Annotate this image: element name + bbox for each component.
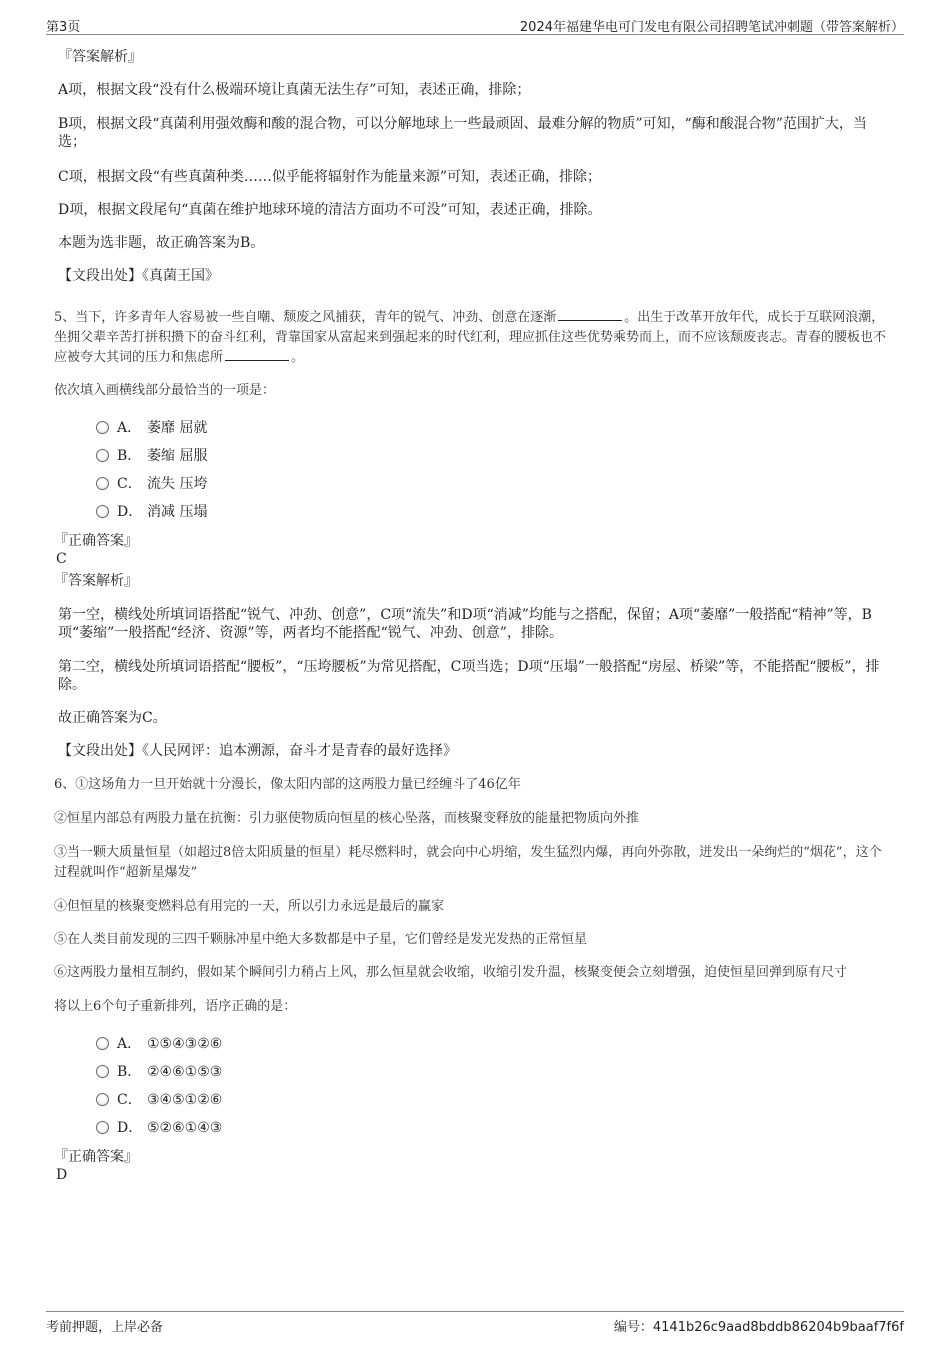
- q5-source: 【文段出处】《人民网评：追本溯源，奋斗才是青春的最好选择》: [58, 743, 457, 759]
- q5-analysis-label: 『答案解析』: [54, 573, 138, 589]
- q6-option-d[interactable]: D． ⑤②⑥①④③: [96, 1117, 222, 1137]
- q6-option-c[interactable]: C． ③④⑤①②⑥: [96, 1089, 222, 1109]
- prev-analysis-a: A项，根据文段“没有什么极端环境让真菌无法生存”可知，表述正确，排除；: [58, 82, 531, 98]
- q5-analysis-1: 第一空，横线处所填词语搭配“锐气、冲劲、创意”，C项“流失”和D项“消减”均能与之搭配，保留；A项“萎靡”一般搭配“精神”等，B项“萎缩”一般搭配“经济、资源”等，两者均不能搭配“锐气、冲劲、创意”，排除。: [58, 607, 872, 641]
- q6-sentence-4: ④但恒星的核聚变燃料总有用完的一天，所以引力永远是最后的赢家: [54, 899, 445, 914]
- q6-option-a[interactable]: A． ①⑤④③②⑥: [96, 1033, 222, 1053]
- radio-icon[interactable]: [96, 421, 109, 434]
- q5-option-a[interactable]: A． 萎靡 屈就: [96, 417, 207, 437]
- radio-icon[interactable]: [96, 1093, 109, 1106]
- prev-source: 【文段出处】《真菌王国》: [58, 268, 219, 284]
- q5-option-b[interactable]: B． 萎缩 屈服: [96, 445, 207, 465]
- prev-analysis-label: 『答案解析』: [58, 49, 142, 65]
- prev-analysis-c: C项，根据文段“有些真菌种类……似乎能将辐射作为能量来源”可知，表述正确，排除；: [58, 169, 602, 185]
- q6-answer-label: 『正确答案』: [54, 1149, 138, 1165]
- prev-analysis-b: B项，根据文段“真菌利用强效酶和酸的混合物，可以分解地球上一些最顽固、最难分解的物质”可知，“酶和酸混合物”范围扩大，当选；: [58, 116, 867, 150]
- radio-icon[interactable]: [96, 449, 109, 462]
- q5-option-d[interactable]: D． 消减 压塌: [96, 501, 207, 521]
- radio-icon[interactable]: [96, 1065, 109, 1078]
- q5-stem: 5、当下，许多青年人容易被一些自嘲、颓废之风捕获，青年的锐气、冲劲、创意在逐渐 。出生于改革开放年代，成长于互联网浪潮，坐拥父辈辛苦打拼积攒下的奋斗红利，背靠国家从富起来到强起来的时代红利，理应抓住这些优势乘势而上，而不应该颓废丧志。青春的腰板也不应被夸大其词的压力和焦虑所 。: [54, 310, 887, 365]
- q5-option-c[interactable]: C． 流失 压垮: [96, 473, 207, 493]
- prev-analysis-d: D项，根据文段尾句“真菌在维护地球环境的清洁方面功不可没”可知，表述正确，排除。: [58, 202, 602, 218]
- footer-slogan: 考前押题，上岸必备: [46, 1320, 164, 1335]
- radio-icon[interactable]: [96, 477, 109, 490]
- q5-analysis-2: 第二空，横线处所填词语搭配“腰板”，“压垮腰板”为常见搭配，C项当选；D项“压塌”一般搭配“房屋、桥梁”等，不能搭配“腰板”，排除。: [58, 659, 880, 693]
- radio-icon[interactable]: [96, 1037, 109, 1050]
- radio-icon[interactable]: [96, 505, 109, 518]
- q6-sentence-1: 6、①这场角力一旦开始就十分漫长，像太阳内部的这两股力量已经缠斗了46亿年: [54, 777, 521, 792]
- radio-icon[interactable]: [96, 1121, 109, 1134]
- q5-blank-1: [558, 308, 622, 321]
- page-header: [46, 14, 904, 35]
- page-footer: [46, 1311, 904, 1334]
- q5-answer-label: 『正确答案』: [54, 533, 138, 549]
- q5-answer: C: [56, 551, 67, 567]
- document-id: 编号：4141b26c9aad8bddb86204b9baaf7f6f: [613, 1320, 904, 1335]
- document-title: 2024年福建华电可门发电有限公司招聘笔试冲刺题（带答案解析）: [519, 20, 904, 35]
- q5-conclusion: 故正确答案为C。: [58, 710, 167, 726]
- q6-prompt: 将以上6个句子重新排列，语序正确的是：: [54, 999, 297, 1014]
- q6-answer: D: [56, 1167, 68, 1183]
- q5-prompt: 依次填入画横线部分最恰当的一项是：: [54, 383, 276, 398]
- page-number: 第3页: [46, 20, 81, 35]
- q6-sentence-2: ②恒星内部总有两股力量在抗衡：引力驱使物质向恒星的核心坠落，而核聚变释放的能量把物质向外推: [54, 811, 640, 826]
- q6-option-b[interactable]: B． ②④⑥①⑤③: [96, 1061, 222, 1081]
- q6-sentence-5: ⑤在人类目前发现的三四千颗脉冲星中绝大多数都是中子星，它们曾经是发光发热的正常恒星: [54, 932, 588, 947]
- prev-conclusion: 本题为选非题，故正确答案为B。: [58, 235, 265, 251]
- q5-blank-2: [225, 348, 289, 361]
- q6-sentence-6: ⑥这两股力量相互制约，假如某个瞬间引力稍占上风，那么恒星就会收缩，收缩引发升温，核聚变便会立刻增强，迫使恒星回弹到原有尺寸: [54, 965, 848, 980]
- q6-sentence-3: ③当一颗大质量恒星（如超过8倍太阳质量的恒星）耗尽燃料时，就会向中心坍缩，发生猛烈内爆，再向外弥散，迸发出一朵绚烂的“烟花”，这个过程就叫作“超新星爆发”: [54, 845, 882, 880]
